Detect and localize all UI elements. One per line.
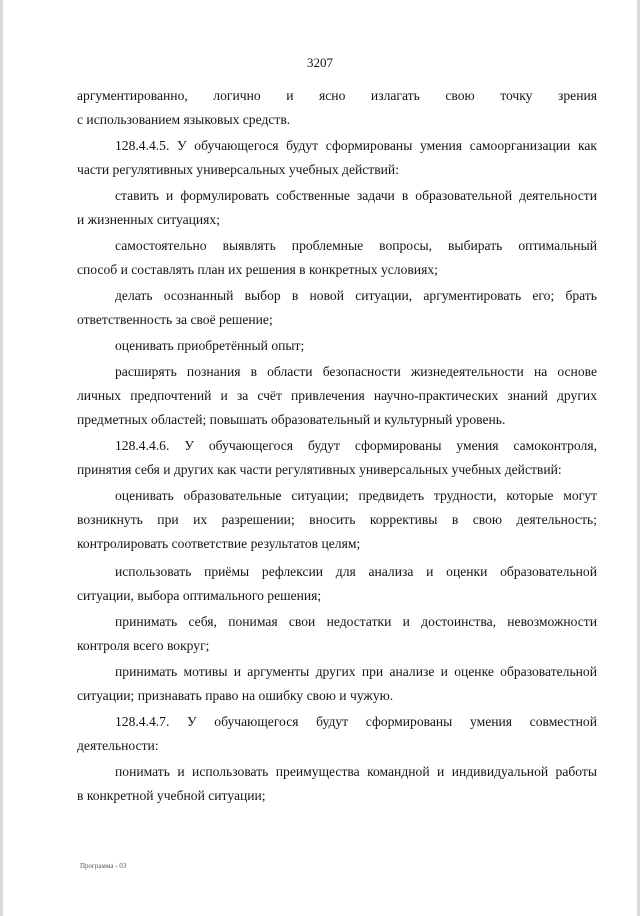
- text-line: ответственность за своё решение;: [77, 312, 273, 327]
- list-item: делать осознанный выбор в новой ситуации, аргументировать его; брать: [115, 288, 597, 303]
- list-item: оценивать образовательные ситуации; предвидеть трудности, которые могут: [115, 488, 597, 503]
- text-line: аргументированно, логично и ясно излагать свою точку зрения: [77, 88, 597, 103]
- list-item: самостоятельно выявлять проблемные вопросы, выбирать оптимальный: [115, 238, 597, 253]
- text-line: и жизненных ситуациях;: [77, 212, 220, 227]
- text-line: ситуации, выбора оптимального решения;: [77, 588, 322, 603]
- footer-program-label: Программа - 03: [80, 862, 127, 870]
- text-line: деятельности:: [77, 738, 159, 753]
- list-item: оценивать приобретённый опыт;: [115, 338, 305, 353]
- text-line: предметных областей; повышать образовательный и культурный уровень.: [77, 412, 506, 427]
- text-line: контроля всего вокруг;: [77, 638, 210, 653]
- text-line: способ и составлять план их решения в конкретных условиях;: [77, 262, 438, 277]
- text-line: принятия себя и других как части регулятивных универсальных учебных действий:: [77, 462, 562, 477]
- list-item: понимать и использовать преимущества командной и индивидуальной работы: [115, 764, 597, 779]
- page-edge-left: [0, 0, 3, 916]
- list-item: использовать приёмы рефлексии для анализа и оценки образовательной: [115, 564, 597, 579]
- text-line: с использованием языковых средств.: [77, 112, 291, 127]
- list-item: ставить и формулировать собственные задачи в образовательной деятельности: [115, 188, 597, 203]
- list-item: принимать мотивы и аргументы других при анализе и оценке образовательной: [115, 664, 597, 679]
- text-line: возникнуть при их разрешении; вносить коррективы в свою деятельность;: [77, 512, 597, 527]
- page-number: 3207: [307, 55, 333, 70]
- text-line: контролировать соответствие результатов целям;: [77, 536, 361, 551]
- text-line: личных предпочтений и за счёт привлечения научно-практических знаний других: [77, 388, 597, 403]
- list-item: принимать себя, понимая свои недостатки и достоинства, невозможности: [115, 614, 597, 629]
- clause-heading-128-4-4-7: 128.4.4.7. У обучающегося будут сформированы умения совместной: [115, 714, 597, 729]
- text-line: в конкретной учебной ситуации;: [77, 788, 266, 803]
- list-item: расширять познания в области безопасности жизнедеятельности на основе: [115, 364, 597, 379]
- clause-heading-128-4-4-6: 128.4.4.6. У обучающегося будут сформированы умения самоконтроля,: [115, 438, 597, 453]
- clause-heading-128-4-4-5: 128.4.4.5. У обучающегося будут сформированы умения самоорганизации как: [115, 138, 597, 153]
- text-line: части регулятивных универсальных учебных действий:: [77, 162, 399, 177]
- text-line: ситуации; признавать право на ошибку свою и чужую.: [77, 688, 394, 703]
